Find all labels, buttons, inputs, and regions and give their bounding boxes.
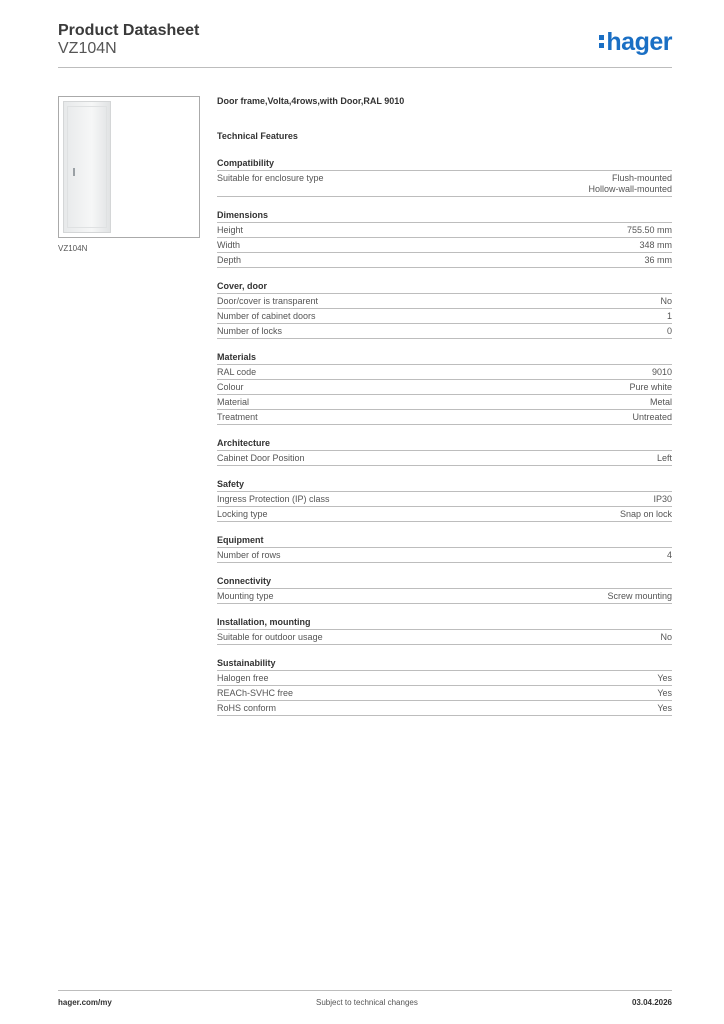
feature-label: Material <box>217 397 250 407</box>
feature-label: Number of cabinet doors <box>217 311 316 321</box>
door-handle-icon <box>73 168 75 176</box>
feature-value-line: No <box>660 632 672 642</box>
feature-row <box>217 701 672 716</box>
feature-label: Depth <box>217 255 242 265</box>
section-cover-door <box>217 280 672 339</box>
section-connectivity <box>217 575 672 604</box>
feature-row <box>217 380 672 395</box>
feature-row <box>217 548 672 563</box>
feature-value-line: Metal <box>649 397 672 407</box>
feature-label: RoHS conform <box>217 703 277 713</box>
feature-label: Cabinet Door Position <box>217 453 305 463</box>
document-title: Product Datasheet <box>58 22 200 39</box>
feature-value <box>629 382 672 393</box>
feature-label: REACh-SVHC free <box>217 688 294 698</box>
feature-value-line: 9010 <box>651 367 672 377</box>
datasheet-content <box>217 96 672 728</box>
section-title: Connectivity <box>217 575 672 589</box>
feature-value-line: Flush-mounted <box>611 173 672 183</box>
feature-label: Ingress Protection (IP) class <box>217 494 330 504</box>
section-safety <box>217 478 672 522</box>
feature-value-line: Screw mounting <box>607 591 672 601</box>
feature-row <box>217 507 672 522</box>
feature-label: Door/cover is transparent <box>217 296 319 306</box>
feature-value-line: Yes <box>657 673 672 683</box>
header-divider <box>58 67 672 68</box>
section-title: Dimensions <box>217 209 672 223</box>
feature-value <box>657 453 672 464</box>
feature-label: Number of rows <box>217 550 281 560</box>
feature-label: RAL code <box>217 367 257 377</box>
feature-value <box>653 494 672 505</box>
feature-value-line: Yes <box>657 688 672 698</box>
section-equipment <box>217 534 672 563</box>
feature-label: Height <box>217 225 244 235</box>
hager-logo: hager <box>599 28 672 57</box>
feature-value <box>650 397 672 408</box>
feature-value <box>620 509 672 520</box>
feature-value-line: Untreated <box>632 412 672 422</box>
feature-label: Mounting type <box>217 591 274 601</box>
feature-value-line: Yes <box>657 703 672 713</box>
feature-label: Treatment <box>217 412 258 422</box>
feature-row <box>217 223 672 238</box>
feature-row <box>217 589 672 604</box>
feature-row <box>217 324 672 339</box>
feature-sections <box>217 157 672 716</box>
door-panel-illustration <box>63 101 111 233</box>
product-code: VZ104N <box>58 40 117 57</box>
feature-row <box>217 253 672 268</box>
page-header <box>58 22 672 70</box>
feature-row <box>217 238 672 253</box>
feature-value <box>657 688 672 699</box>
product-name: Door frame,Volta,4rows,with Door,RAL 9010 <box>217 96 405 106</box>
technical-features-title: Technical Features <box>217 131 298 141</box>
section-title: Cover, door <box>217 280 672 294</box>
section-architecture <box>217 437 672 466</box>
feature-value-line: No <box>660 296 672 306</box>
feature-row <box>217 294 672 309</box>
feature-row <box>217 671 672 686</box>
feature-value <box>660 632 672 643</box>
feature-value <box>652 367 672 378</box>
feature-row <box>217 309 672 324</box>
feature-value <box>639 240 672 251</box>
feature-label: Halogen free <box>217 673 269 683</box>
feature-value <box>667 326 672 337</box>
section-title: Materials <box>217 351 672 365</box>
feature-row <box>217 410 672 425</box>
section-title: Architecture <box>217 437 672 451</box>
feature-label: Locking type <box>217 509 268 519</box>
section-sustainability <box>217 657 672 716</box>
section-title: Compatibility <box>217 157 672 171</box>
product-image <box>58 96 200 238</box>
feature-row <box>217 451 672 466</box>
feature-value-line: 348 mm <box>639 240 672 250</box>
section-compatibility <box>217 157 672 197</box>
section-title: Equipment <box>217 534 672 548</box>
feature-label: Suitable for outdoor usage <box>217 632 323 642</box>
section-title: Safety <box>217 478 672 492</box>
feature-row <box>217 630 672 645</box>
feature-row <box>217 492 672 507</box>
feature-value-line: 755.50 mm <box>626 225 672 235</box>
feature-label: Colour <box>217 382 244 392</box>
feature-label: Number of locks <box>217 326 283 336</box>
image-caption: VZ104N <box>58 244 88 253</box>
feature-value <box>588 173 672 195</box>
footer-website[interactable]: hager.com/my <box>58 998 112 1007</box>
section-installation-mounting <box>217 616 672 645</box>
footer-date: 03.04.2026 <box>631 998 672 1007</box>
feature-value <box>660 296 672 307</box>
feature-value-line: 36 mm <box>644 255 672 265</box>
section-title: Installation, mounting <box>217 616 672 630</box>
feature-value-line: Pure white <box>629 382 672 392</box>
feature-value-line: 0 <box>666 326 672 336</box>
section-materials <box>217 351 672 425</box>
feature-value <box>627 225 672 236</box>
feature-value-line: Snap on lock <box>619 509 672 519</box>
feature-value-line: 1 <box>666 311 672 321</box>
logo-dots-icon <box>599 32 604 51</box>
feature-label: Width <box>217 240 241 250</box>
feature-row <box>217 171 672 197</box>
feature-value <box>632 412 672 423</box>
section-dimensions <box>217 209 672 268</box>
section-title: Sustainability <box>217 657 672 671</box>
feature-value <box>667 550 672 561</box>
feature-row <box>217 686 672 701</box>
feature-value <box>667 311 672 322</box>
feature-value <box>644 255 672 266</box>
feature-value-line: Hollow-wall-mounted <box>588 184 672 194</box>
feature-row <box>217 365 672 380</box>
footer-divider <box>58 990 672 991</box>
footer-notice: Subject to technical changes <box>316 998 418 1007</box>
feature-value <box>657 673 672 684</box>
feature-label: Suitable for enclosure type <box>217 173 324 183</box>
feature-value-line: 4 <box>666 550 672 560</box>
feature-value <box>657 703 672 714</box>
feature-value-line: IP30 <box>653 494 672 504</box>
feature-value-line: Left <box>656 453 672 463</box>
feature-row <box>217 395 672 410</box>
feature-value <box>607 591 672 602</box>
